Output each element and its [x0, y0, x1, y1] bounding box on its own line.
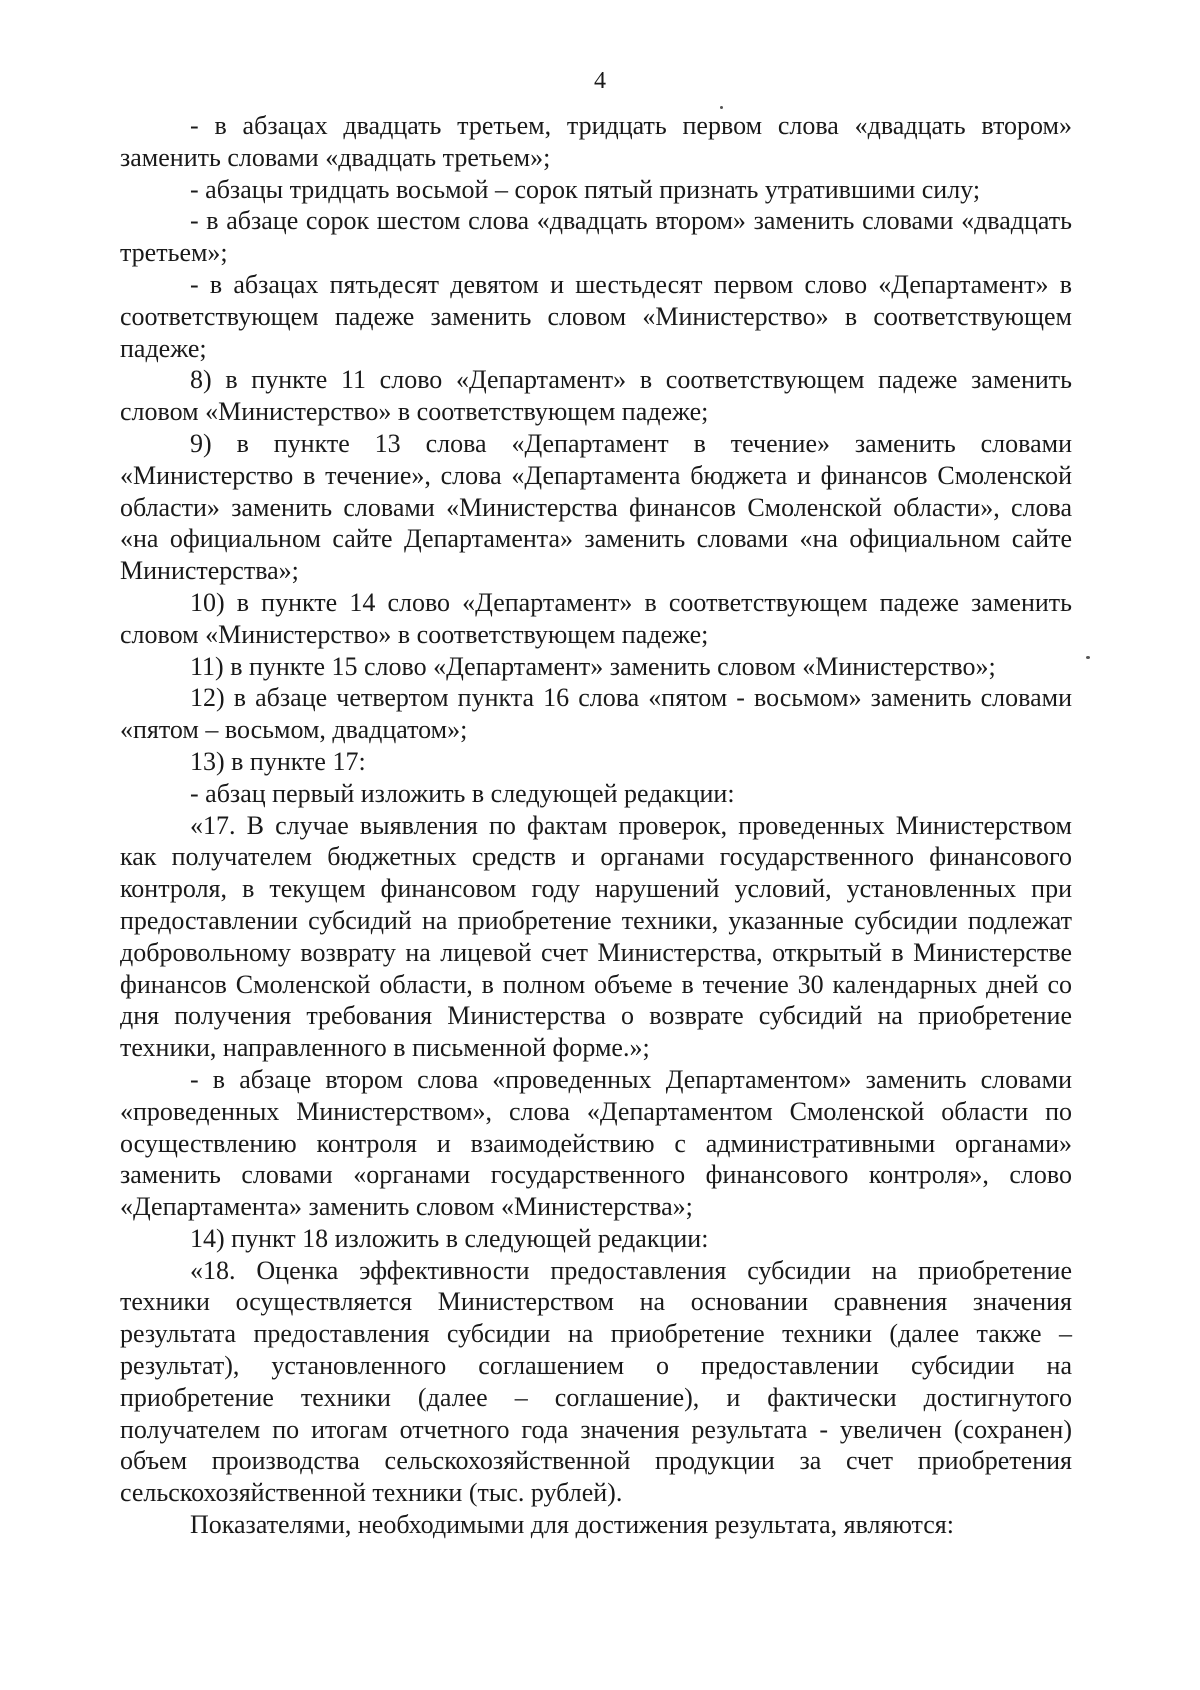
scan-speck — [1086, 656, 1090, 659]
paragraph: - в абзаце сорок шестом слова «двадцать втором» заменить словами «двадцать третьем»; — [120, 206, 1072, 268]
paragraph: - абзац первый изложить в следующей редакции: — [190, 778, 735, 808]
page-number: 4 — [594, 68, 606, 94]
paragraph: - в абзацах пятьдесят девятом и шестьдесят первом слово «Департамент» в соответствующем падеже заменить словом «Министерство» в соответствующем падеже; — [120, 269, 1072, 363]
scan-speck — [720, 106, 723, 109]
paragraph: 13) в пункте 17: — [190, 746, 366, 776]
paragraph: - в абзаце втором слова «проведенных Департаментом» заменить словами «проведенных Министерством», слова «Департаментом Смоленской области по осуществлению контроля и взаимодействию с административными органами» заменить словами «органами государственного финансового контроля», слово «Департамента» заменить словом «Министерства»; — [120, 1064, 1072, 1222]
paragraph: 10) в пункте 14 слово «Департамент» в соответствующем падеже заменить словом «Министерство» в соответствующем падеже; — [120, 587, 1072, 649]
paragraph: 11) в пункте 15 слово «Департамент» заменить словом «Министерство»; — [190, 651, 996, 681]
paragraph: 9) в пункте 13 слова «Департамент в течение» заменить словами «Министерство в течение», слова «Департамента бюджета и финансов Смоленской области» заменить словами «Министерства финансов Смоленской области», слова «на официальном сайте Департамента» заменить словами «на официальном сайте Министерства»; — [120, 428, 1072, 586]
paragraph: 8) в пункте 11 слово «Департамент» в соответствующем падеже заменить словом «Министерство» в соответствующем падеже; — [120, 365, 1072, 427]
document-body — [120, 110, 1072, 1541]
paragraph: «18. Оценка эффективности предоставления субсидии на приобретение техники осуществляется Министерством на основании сравнения значения результата предоставления субсидии на приобретение техники (далее также – результат), установленного соглашением о предоставлении субсидии на приобретение техники (далее – соглашение), и фактически достигнутого получателем по итогам отчетного года значения результата - увеличен (сохранен) объем производства сельскохозяйственной продукции за счет приобретения сельскохозяйственной техники (тыс. рублей). — [120, 1255, 1072, 1508]
paragraph: 12) в абзаце четвертом пункта 16 слова «пятом - восьмом» заменить словами «пятом – восьмом, двадцатом»; — [120, 683, 1072, 745]
paragraph: 14) пункт 18 изложить в следующей редакции: — [190, 1223, 709, 1253]
paragraph: - абзацы тридцать восьмой – сорок пятый признать утратившими силу; — [190, 174, 981, 204]
paragraph: «17. В случае выявления по фактам проверок, проведенных Министерством как получателем бюджетных средств и органами государственного финансового контроля, в текущем финансовом году нарушений условий, установленных при предоставлении субсидий на приобретение техники, указанные субсидии подлежат добровольному возврату на лицевой счет Министерства, открытый в Министерстве финансов Смоленской области, в полном объеме в течение 30 календарных дней со дня получения требования Министерства о возврате субсидий на приобретение техники, направленного в письменной форме.»; — [120, 810, 1072, 1063]
paragraph: - в абзацах двадцать третьем, тридцать первом слова «двадцать втором» заменить словами «двадцать третьем»; — [120, 111, 1072, 172]
paragraph: Показателями, необходимыми для достижения результата, являются: — [190, 1510, 954, 1540]
